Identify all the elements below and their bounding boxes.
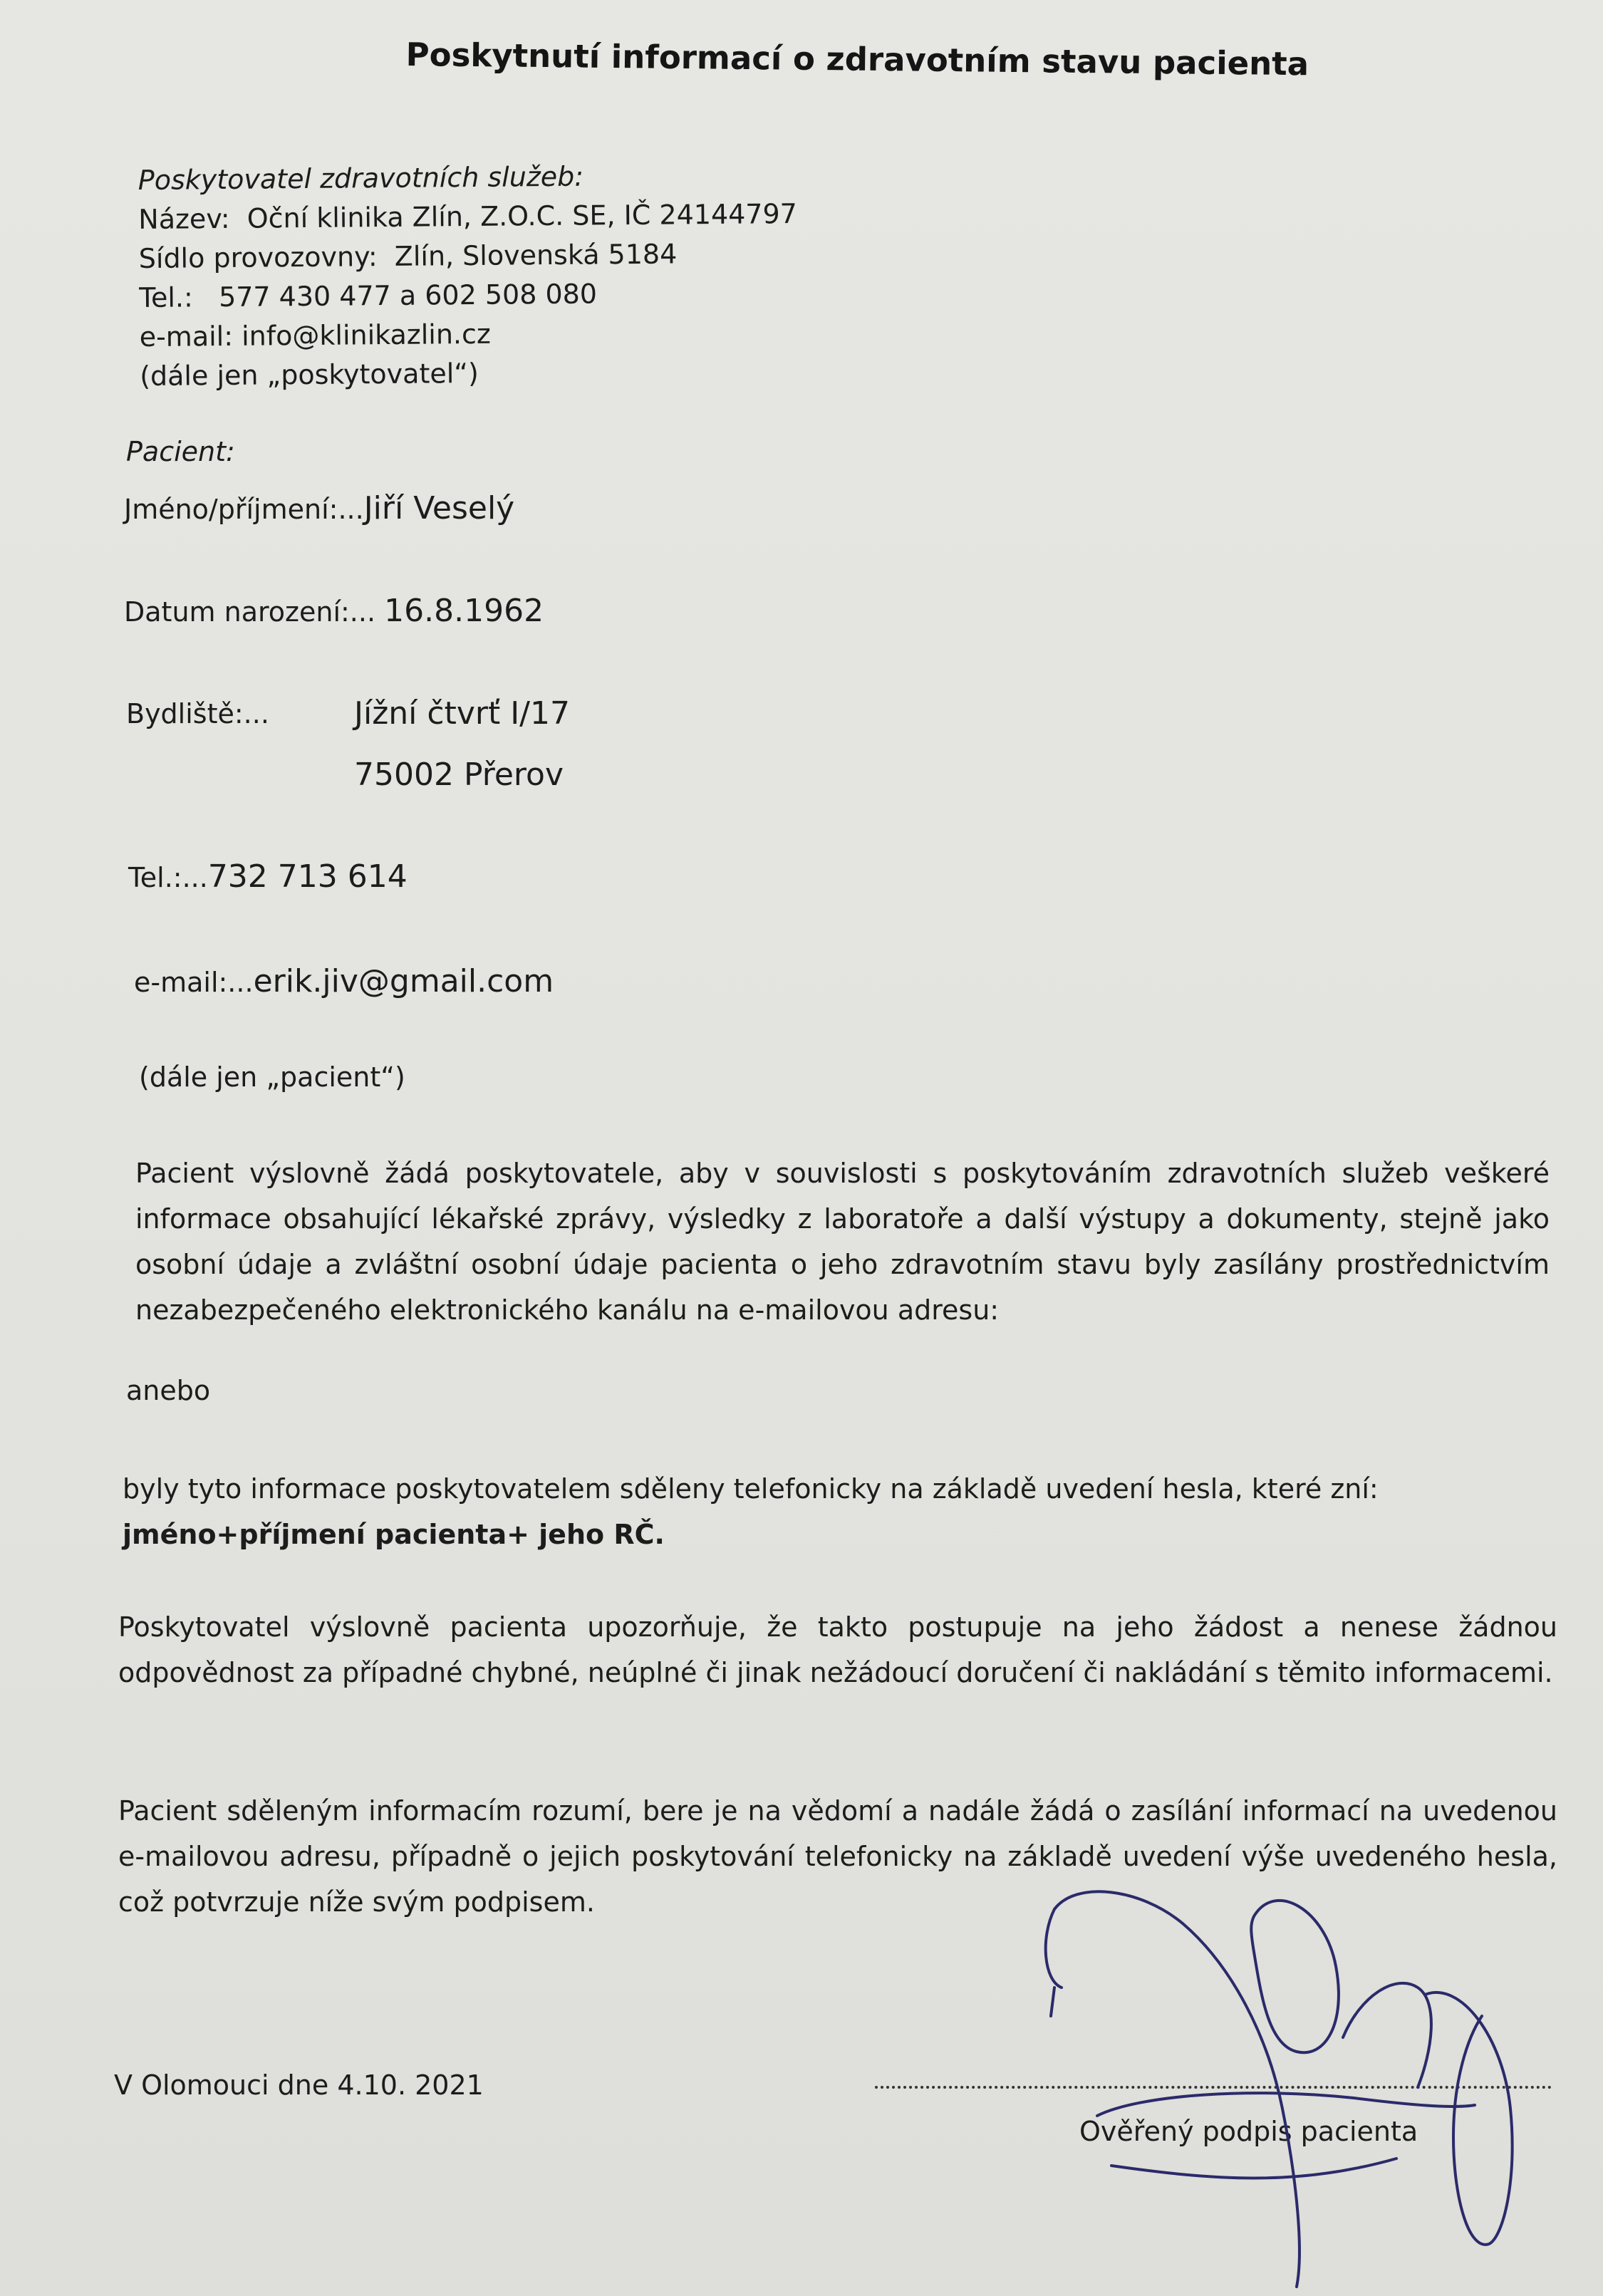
provider-heading: Poskytovatel zdravotních služeb: bbox=[138, 160, 584, 197]
provider-email-label: e-mail: bbox=[139, 320, 234, 353]
patient-dob-value: 16.8.1962 bbox=[384, 593, 544, 629]
request-paragraph: Pacient výslovně žádá poskytovatele, aby v souvislosti s poskytováním zdravotních služeb veškeré informace obsahující lékařské zprávy, výsledky z laboratoře a další výstupy a dokumenty, stejně jako osobní údaje a zvláštní osobní údaje pacienta o jeho zdravotním stavu byly zasílány prostřednictvím nezabezpečeného elektronického kanálu na e-mailovou adresu: bbox=[135, 1158, 1550, 1326]
consent-paragraph: Pacient sděleným informacím rozumí, bere je na vědomí a nadále žádá o zasílání informací na uvedenou e-mailovou adresu, případně o jejich poskytování telefonicky na základě uvedení výše uvedeného hesla, což potvrzuje níže svým podpisem. bbox=[118, 1795, 1557, 1918]
patient-alias: (dále jen „pacient“) bbox=[139, 1061, 405, 1093]
document-title: Poskytnutí informací o zdravotním stavu pacienta bbox=[405, 36, 1309, 83]
password-text: jméno+příjmení pacienta+ jeho RČ. bbox=[123, 1519, 665, 1550]
patient-address-line2: 75002 Přerov bbox=[354, 757, 564, 793]
disclaimer-paragraph: Poskytovatel výslovně pacienta upozorňuje, že takto postupuje na jeho žádost a nenese žádnou odpovědnost za případné chybné, neúplné či jinak nežádoucí doručení či nakládání s těmito informacemi. bbox=[118, 1611, 1557, 1688]
provider-seat-value: Zlín, Slovenská 5184 bbox=[394, 238, 678, 272]
patient-dob-label: Datum narození:... bbox=[124, 596, 376, 628]
provider-name-value: Oční klinika Zlín, Z.O.C. SE, IČ 24144797 bbox=[247, 197, 798, 234]
patient-name-value: Jiří Veselý bbox=[363, 490, 515, 526]
patient-tel-label: Tel.:... bbox=[128, 862, 208, 893]
patient-email-value: erik.jiv@gmail.com bbox=[253, 963, 554, 999]
phone-intro: byly tyto informace poskytovatelem sděleny telefonicky na základě uvedení hesla, které zní: bbox=[123, 1473, 1379, 1505]
provider-alias: (dále jen „poskytovatel“) bbox=[140, 357, 479, 393]
provider-tel-label: Tel.: bbox=[139, 281, 194, 314]
provider-email-value: info@klinikazlin.cz bbox=[241, 318, 492, 352]
or-text: anebo bbox=[126, 1375, 211, 1406]
provider-seat-label: Sídlo provozovny: bbox=[138, 241, 378, 275]
patient-tel-value: 732 713 614 bbox=[207, 858, 408, 895]
provider-name-label: Název: bbox=[138, 202, 230, 236]
patient-email-label: e-mail:... bbox=[134, 967, 254, 998]
place-date: V Olomouci dne 4.10. 2021 bbox=[114, 2069, 484, 2101]
patient-address-label: Bydliště:... bbox=[126, 698, 269, 729]
signature-caption: Ověřený podpis pacienta bbox=[1079, 2116, 1418, 2147]
provider-tel-value: 577 430 477 a 602 508 080 bbox=[218, 278, 598, 313]
patient-heading: Pacient: bbox=[126, 436, 235, 467]
patient-address-line1: Jížní čtvrť I/17 bbox=[354, 695, 570, 732]
patient-name-label: Jméno/příjmení:... bbox=[124, 494, 364, 525]
